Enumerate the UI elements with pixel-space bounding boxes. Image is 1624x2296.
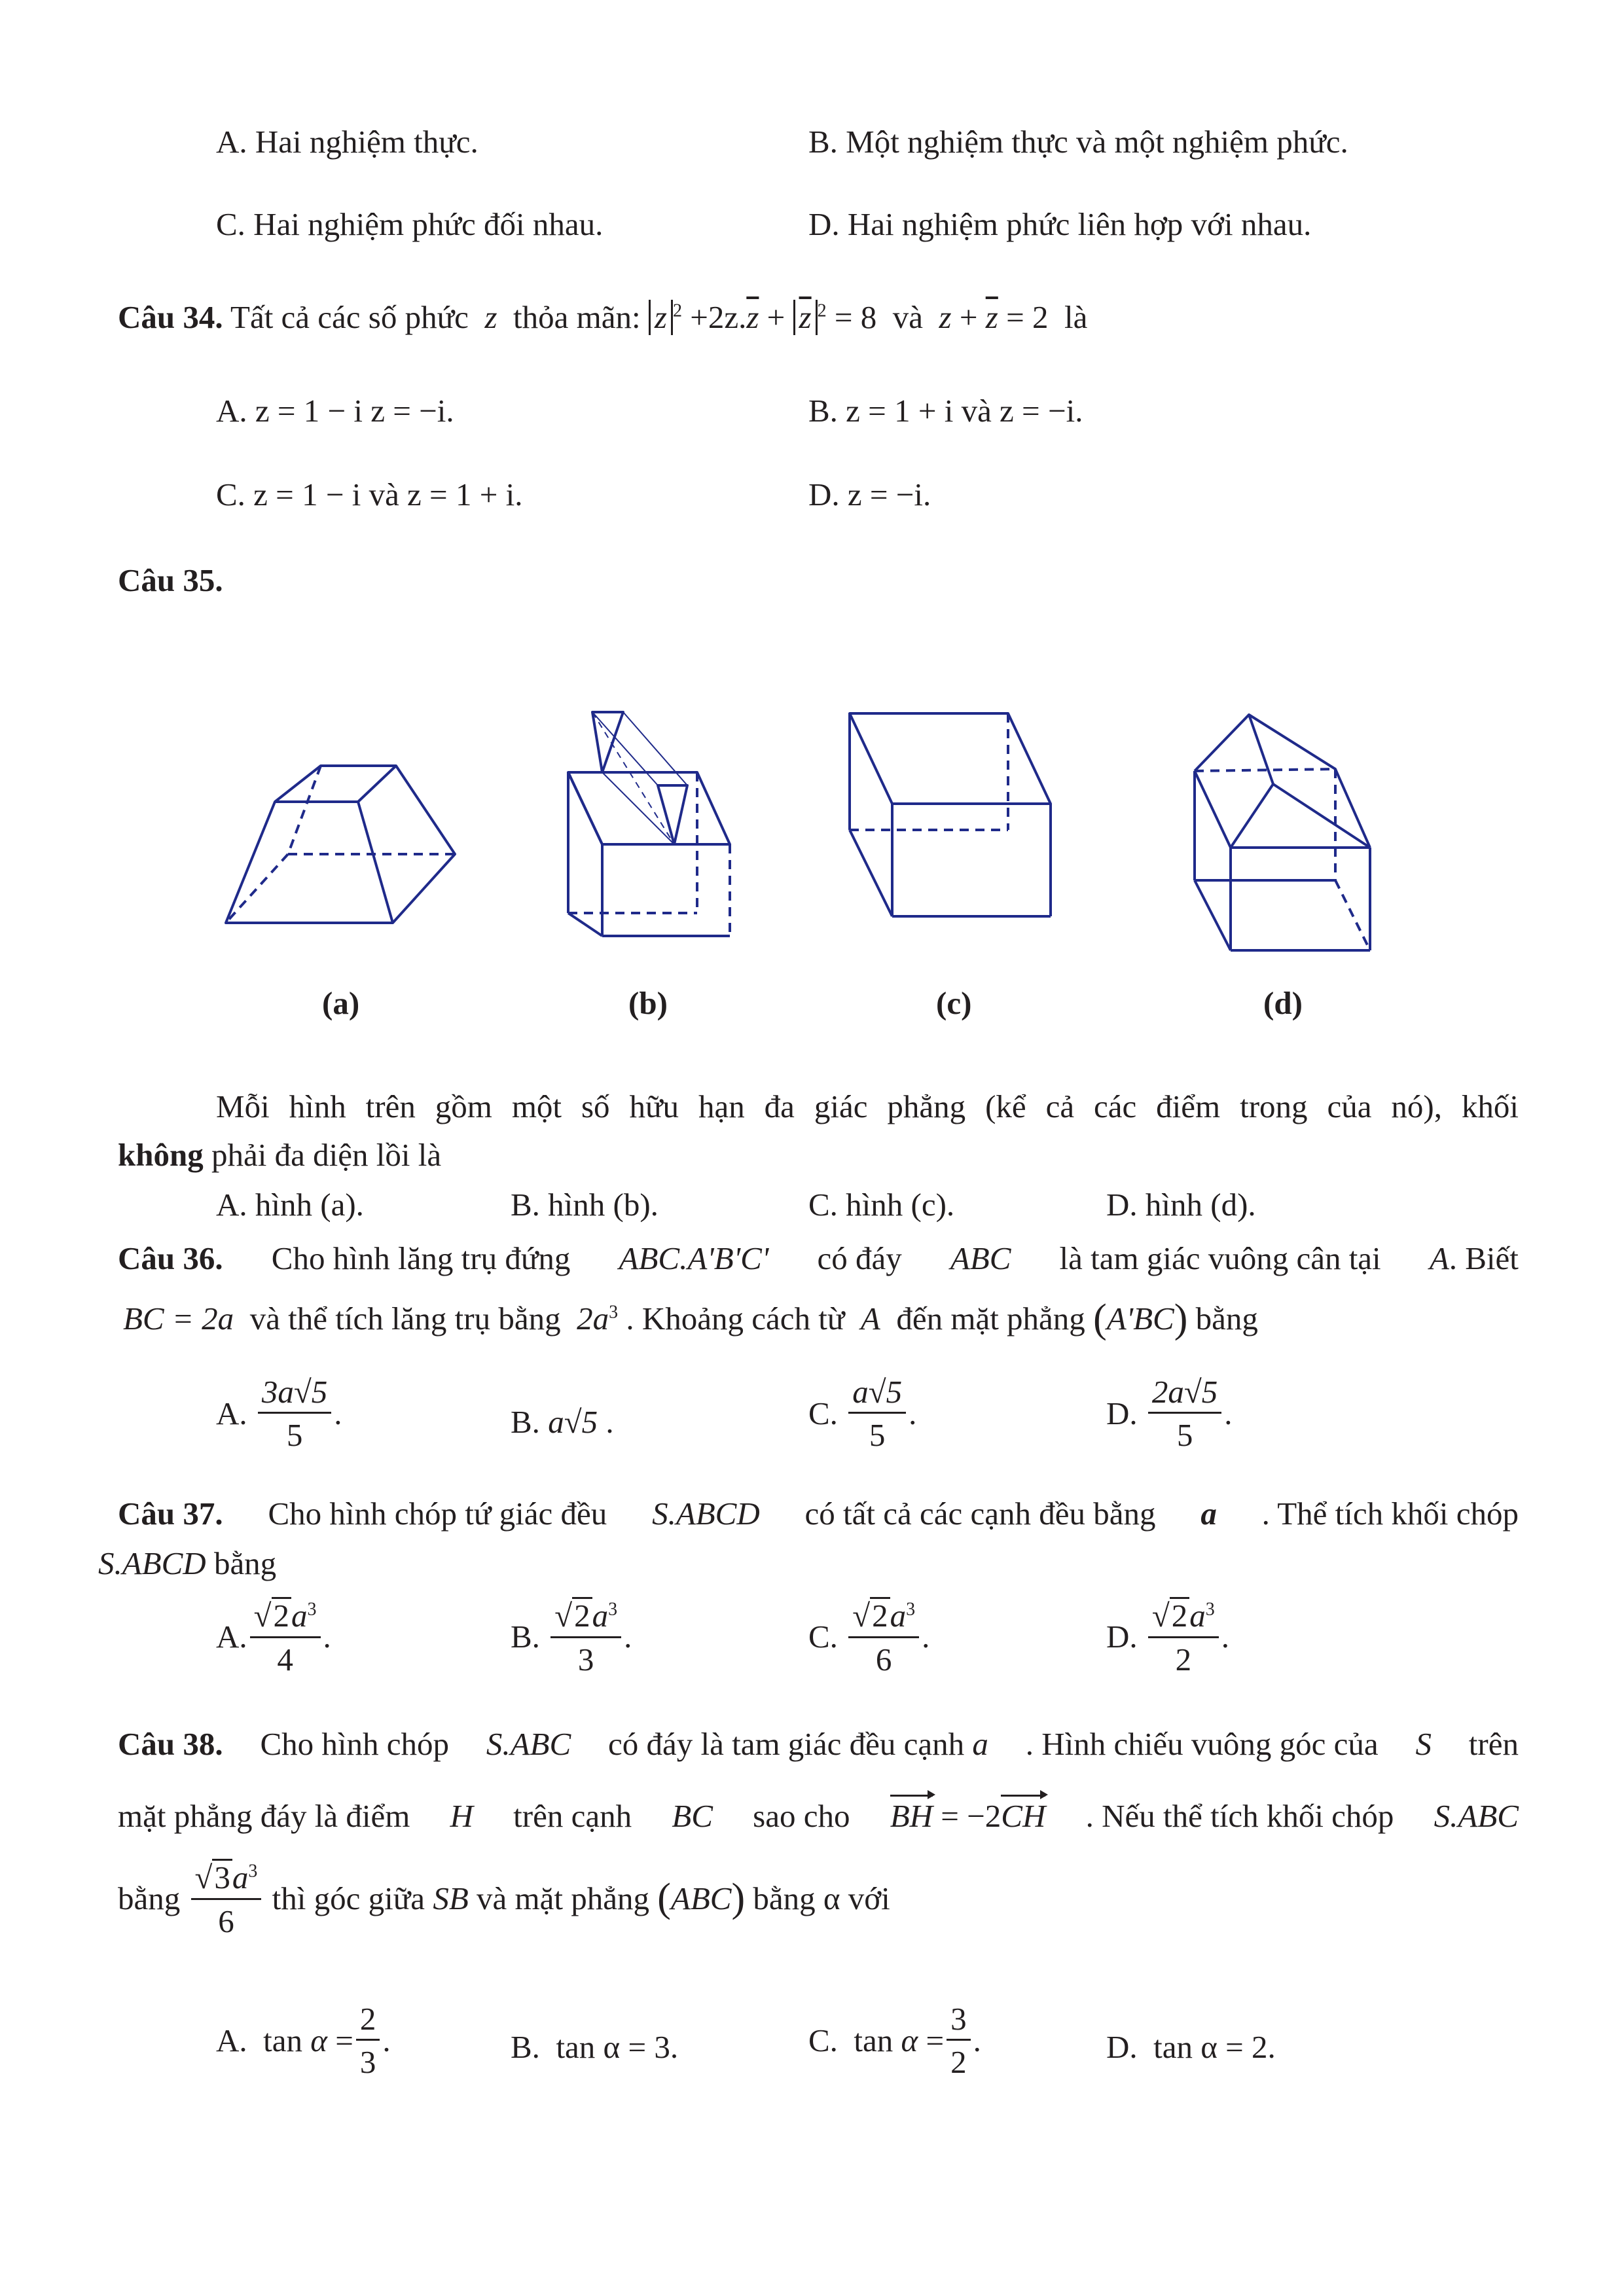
q35-option-d: D. hình (d). — [1106, 1187, 1256, 1223]
q38-option-d: D. tan α = 2. — [1106, 2029, 1276, 2065]
q38-line-3: bằng $\frac{√3a^3}{6}$ thì góc giữa SB và mặt phẳng ( ABC ) bằng α với — [118, 1859, 890, 1940]
q37-text-4: bằng — [213, 1545, 277, 1581]
q37-pyramid: S.ABCD — [652, 1496, 760, 1532]
q38-option-c: C. tan α = $\frac{3}{2}$ . — [808, 2001, 981, 2080]
q38-pyramid-2: S.ABC — [1434, 1798, 1519, 1834]
q38-opt-a-num: 2 — [356, 2003, 380, 2041]
q38-text-12: bằng α với — [753, 1880, 890, 1916]
q37-line-1 — [118, 1498, 1519, 1530]
q35-text-line-1: Mỗi hình trên gồm một số hữu hạn đa giác phẳng (kể cả các điểm trong của nó), khối — [216, 1088, 1519, 1124]
q37-label: Câu 37. — [118, 1496, 223, 1532]
q36-prism: ABC.A'B'C' — [619, 1240, 769, 1276]
q37-opt-b-den: 3 — [577, 1641, 594, 1678]
q34-eq-part-2: = 8 — [834, 299, 877, 335]
q37-option-d: D. $\frac{√2a^3}{2}$ . — [1106, 1598, 1230, 1678]
q35-text-tail: phải đa diện lồi là — [211, 1137, 442, 1173]
q38-opt-b-value: tan α = 3. — [556, 2029, 679, 2065]
q36-volume: 2a — [577, 1300, 609, 1336]
q37-text-3: . Thể tích khối chóp — [1261, 1496, 1519, 1532]
q38-label: Câu 38. — [118, 1726, 223, 1762]
q36-opt-d-den: 5 — [1176, 1417, 1193, 1453]
q38-text-11: và mặt phẳng — [477, 1880, 649, 1916]
q36-line-2: BC = 2a và thể tích lăng trụ bằng $2a^3$ . Khoảng cách từ A đến mặt phẳng (A'BC) bằng — [123, 1297, 1258, 1341]
q37-text: Cho hình chóp tứ giác đều — [268, 1496, 607, 1532]
q36-text-3: là tam giác vuông cân tại — [1059, 1240, 1381, 1276]
q36-line-1 — [118, 1242, 1519, 1274]
q37-option-a: A. $\frac{√2a^3}{4}$ . — [216, 1598, 331, 1678]
q38-text-8: . Nếu thể tích khối chóp — [1085, 1798, 1394, 1834]
q34-text: Tất cả các số phức — [230, 299, 469, 335]
q38-opt-a-den: 3 — [359, 2044, 376, 2080]
q38-text-2: có đáy là tam giác đều cạnh — [607, 1726, 965, 1762]
q38-opt-c-num: 3 — [947, 2003, 971, 2041]
q34-and: và — [892, 299, 924, 335]
q38-opt-c-den: 2 — [950, 2044, 967, 2080]
q38-pyramid: S.ABC — [486, 1726, 571, 1762]
q36-point: A — [1429, 1240, 1449, 1276]
q36-option-c: C. $\frac{a√5}{5}$ . — [808, 1374, 917, 1453]
q35-option-c: C. hình (c). — [808, 1187, 955, 1223]
q37-opt-c-den: 6 — [875, 1641, 892, 1678]
q37-edge: a — [1200, 1496, 1217, 1532]
q34-statement: Câu 34. Tất cả các số phức z thỏa mãn: z $^2 +2z.\overline{z} + \overline{z}$ $^2$ = 8 và $z + \overline{z} = 2$ là — [118, 299, 1088, 335]
q34-tail: là — [1064, 299, 1088, 335]
q37-line-2 — [98, 1547, 276, 1579]
q38-text-3: . Hình chiếu vuông góc của — [1025, 1726, 1379, 1762]
q34-option-c: C. z = 1 − i và z = 1 + i. — [216, 476, 523, 512]
q36-opt-c-den: 5 — [869, 1417, 886, 1453]
q33-option-b: B. Một nghiệm thực và một nghiệm phức. — [808, 124, 1348, 160]
figure-d-label: (d) — [1263, 985, 1303, 1021]
q37-option-c: C. $\frac{√2a^3}{6}$ . — [808, 1598, 930, 1678]
q38-text-4: trên — [1468, 1726, 1519, 1762]
q37-pyramid-2: S.ABCD — [98, 1545, 206, 1581]
q38-vector-eq: = −2 — [941, 1798, 1001, 1834]
figure-b-composite — [568, 712, 730, 936]
q34-eq-part: +2z. — [690, 299, 747, 335]
q35-text-line-2 — [118, 1139, 441, 1171]
q38-line-1 — [118, 1728, 1519, 1760]
q36-text-4: . Biết — [1449, 1240, 1519, 1276]
q37-option-b: B. $\frac{√2a^3}{3}$ . — [511, 1598, 632, 1678]
q35-label: Câu 35. — [118, 562, 223, 598]
figure-d-roof-cube — [1195, 715, 1370, 950]
q38-text-5: mặt phẳng đáy là điểm — [118, 1798, 410, 1834]
q36-option-d: D. $\frac{2a√5}{5}$ . — [1106, 1374, 1233, 1453]
q34-eq-part-3: = 2 — [1006, 299, 1049, 335]
q37-text-2: có tất cả các cạnh đều bằng — [804, 1496, 1156, 1532]
figure-c-label: (c) — [936, 985, 972, 1021]
q36-text-8: bằng — [1195, 1300, 1258, 1336]
q36-bc-eq: BC = 2a — [123, 1300, 234, 1336]
q35-bold-word: không — [118, 1137, 204, 1173]
q35-option-b: B. hình (b). — [511, 1187, 659, 1223]
q36-opt-a-den: 5 — [286, 1417, 303, 1453]
q33-option-c: C. Hai nghiệm phức đối nhau. — [216, 206, 604, 242]
q36-plane: A'BC — [1106, 1300, 1174, 1336]
q36-opt-d-num: 2a√5 — [1148, 1376, 1221, 1414]
figure-a-frustum — [226, 766, 455, 923]
q37-opt-d-den: 2 — [1175, 1641, 1192, 1678]
q34-option-a: A. z = 1 − i z = −i. — [216, 393, 454, 429]
q37-opt-a-den: 4 — [277, 1641, 293, 1678]
q38-segment-sb: SB — [433, 1880, 469, 1916]
q38-line-2: mặt phẳng đáy là điểm H trên cạnh BC sao cho BH = −2CH . Nếu thể tích khối chóp S.ABC — [118, 1798, 1519, 1834]
q38-foot: H — [450, 1798, 473, 1834]
figure-b-label: (b) — [628, 985, 668, 1021]
q34-text-2: thỏa mãn: — [513, 299, 641, 335]
q33-option-d: D. Hai nghiệm phức liên hợp với nhau. — [808, 206, 1312, 242]
q36-text-5: và thể tích lăng trụ bằng — [249, 1300, 561, 1336]
q38-text-9: bằng — [118, 1880, 181, 1916]
q36-text-7: đến mặt phẳng — [896, 1300, 1085, 1336]
q38-edge-bc: BC — [672, 1798, 713, 1834]
q35-option-a: A. hình (a). — [216, 1187, 364, 1223]
q36-text-2: có đáy — [817, 1240, 902, 1276]
q38-volume-den: 6 — [218, 1903, 234, 1940]
q36-option-a: A. $\frac{3a√5}{5}$ . — [216, 1374, 342, 1453]
q38-text-10: thì góc giữa — [272, 1880, 425, 1916]
q34-option-b: B. z = 1 + i và z = −i. — [808, 393, 1083, 429]
q36-opt-b-value: a√5 — [548, 1404, 598, 1440]
q36-opt-c-num: a√5 — [848, 1376, 906, 1414]
figure-c-prism — [850, 713, 1051, 916]
q38-text-6: trên cạnh — [513, 1798, 632, 1834]
q38-edge: a — [972, 1726, 988, 1762]
q38-apex: S — [1415, 1726, 1432, 1762]
q38-plane: ABC — [670, 1880, 732, 1916]
q38-text: Cho hình chóp — [260, 1726, 450, 1762]
q38-opt-d-value: tan α = 2. — [1153, 2029, 1276, 2065]
q34-label: Câu 34. — [118, 299, 223, 335]
q38-text-7: sao cho — [753, 1798, 850, 1834]
q36-label: Câu 36. — [118, 1240, 223, 1276]
figure-a-label: (a) — [322, 985, 360, 1021]
q38-option-b: B. tan α = 3. — [511, 2029, 679, 2065]
q34-option-d: D. z = −i. — [808, 476, 931, 512]
q33-option-a: A. Hai nghiệm thực. — [216, 124, 478, 160]
q38-option-a: A. tan α = $\frac{2}{3}$ . — [216, 2001, 391, 2080]
q36-opt-a-num: 3a√5 — [258, 1376, 331, 1414]
q36-option-b: B. a√5 . — [511, 1404, 614, 1440]
q36-triangle: ABC — [950, 1240, 1011, 1276]
q36-text: Cho hình lăng trụ đứng — [271, 1240, 571, 1276]
q36-text-6: . Khoảng cách từ — [626, 1300, 845, 1336]
